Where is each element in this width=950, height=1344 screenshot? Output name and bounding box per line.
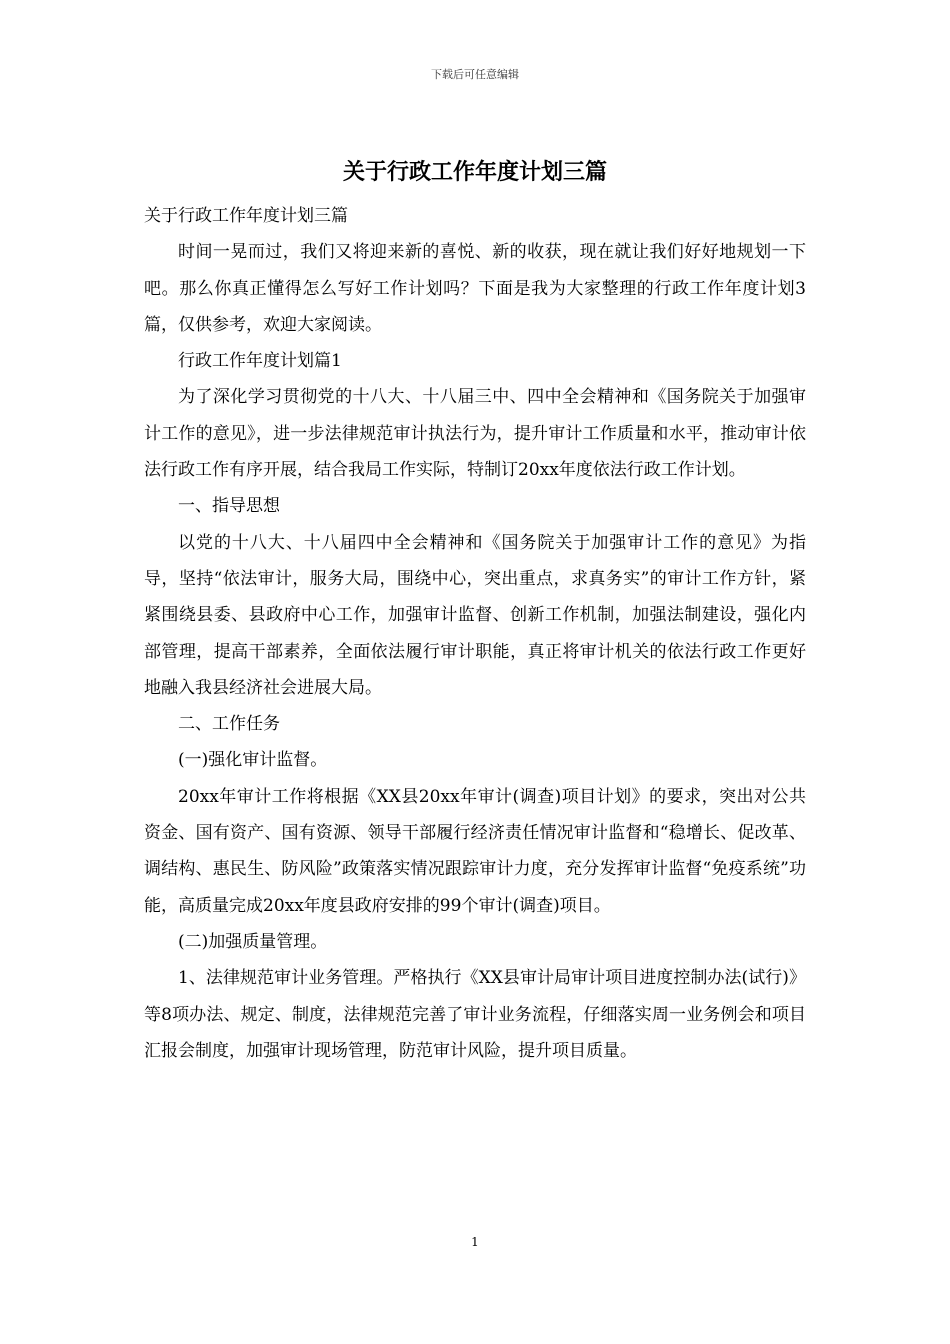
heading-guiding-ideology: 一、指导思想 [178, 496, 280, 517]
quality-management-paragraph: 1、法律规范审计业务管理。严格执行《XX县审计局审计项目进度控制办法(试行)》等8项办法、规定、制度，法律规范完善了审计业务流程，仔细落实周一业务例会和项目汇报会制度，加强审计现场管理，防范审计风险，提升项目质量。 [144, 968, 806, 1061]
heading-work-tasks: 二、工作任务 [178, 714, 280, 735]
intro-paragraph: 时间一晃而过，我们又将迎来新的喜悦、新的收获，现在就让我们好好地规划一下吧。那么你真正懂得怎么写好工作计划吗？下面是我为大家整理的行政工作年度计划3篇，仅供参考，欢迎大家阅读。 [144, 242, 806, 335]
subheading-audit-supervision: (一)强化审计监督。 [178, 750, 328, 771]
purpose-paragraph: 为了深化学习贯彻党的十八大、十八届三中、四中全会精神和《国务院关于加强审计工作的意见》，进一步法律规范审计执法行为，提升审计工作质量和水平，推动审计依法行政工作有序开展，结合我局工作实际，特制订20xx年度依法行政工作计划。 [144, 387, 806, 481]
document-title: 关于行政工作年度计划三篇 [342, 159, 607, 185]
page-number: 1 [471, 1235, 479, 1249]
page-header-note: 下载后可任意编辑 [431, 68, 519, 81]
document-body [144, 198, 806, 1069]
section-heading-plan-1: 行政工作年度计划篇1 [178, 351, 342, 372]
subheading-quality-management: (二)加强质量管理。 [178, 931, 328, 952]
audit-supervision-paragraph: 20xx年审计工作将根据《XX县20xx年审计(调查)项目计划》的要求，突出对公共资金、国有资产、国有资源、领导干部履行经济责任情况审计监督和“稳增长、促改革、调结构、惠民生、防风险”政策落实情况跟踪审计力度，充分发挥审计监督“免疫系统”功能，高质量完成20xx年度县政府安排的99个审计(调查)项目。 [144, 786, 806, 916]
guiding-ideology-paragraph: 以党的十八大、十八届四中全会精神和《国务院关于加强审计工作的意见》为指导，坚持“依法审计，服务大局，围绕中心，突出重点，求真务实”的审计工作方针，紧紧围绕县委、县政府中心工作，加强审计监督、创新工作机制，加强法制建设，强化内部管理，提高干部素养，全面依法履行审计职能，真正将审计机关的依法行政工作更好地融入我县经济社会进展大局。 [144, 532, 806, 698]
subtitle-paragraph: 关于行政工作年度计划三篇 [144, 206, 348, 226]
